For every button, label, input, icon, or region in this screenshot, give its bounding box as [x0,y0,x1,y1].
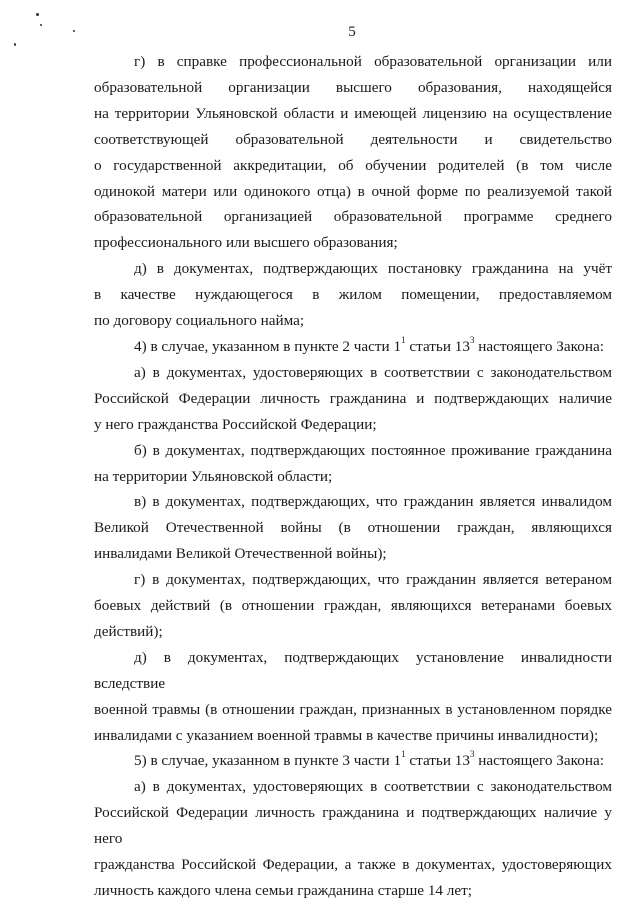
text-line: на территории Ульяновской области; [94,467,333,485]
text-line: по договору социального найма; [94,312,305,330]
paragraph-g-spravka [94,49,612,256]
text-line: у него гражданства Российской Федерации; [94,415,377,433]
paragraph-item-4-v [94,489,612,567]
text-line: на территории Ульяновской области и имеющей лицензию на осуществление [94,104,612,122]
text-line: образовательной организацией образовательной программе среднего [94,208,612,226]
text-line: в качестве нуждающегося в жилом помещении, предоставляемом [94,286,612,304]
text-line: д) в документах, подтверждающих постановку гражданина на учёт [134,260,612,278]
page-number: 5 [348,24,356,40]
text-line: г) в документах, подтверждающих, что гражданин является ветераном [134,571,612,589]
text-line: профессионального или высшего образования; [94,234,398,252]
text-line: 5) в случае, указанном в пункте 3 части $1^1$ статьи $13^3$ настоящего Закона: [134,749,604,770]
text-line: соответствующей образовательной деятельности и свидетельство [94,130,612,148]
text-line: военной травмы (в отношении граждан, признанных в установленном порядке [94,700,612,718]
paragraph-item-4-b [94,438,612,490]
text-line: инвалидами Великой Отечественной войны); [94,545,387,563]
text-line: инвалидами с указанием военной травмы в качестве причины инвалидности); [94,726,599,744]
document-body [94,49,612,904]
text-line: г) в справке профессиональной образовательной организации или [134,53,612,70]
text-line: Российской Федерации личность гражданина и подтверждающих наличие [94,389,612,407]
text-line: а) в документах, удостоверяющих в соответствии с законодательством [134,778,612,796]
text-line: боевых действий (в отношении граждан, являющихся ветеранами боевых [94,597,612,615]
text-line: действий); [94,622,163,640]
text-line: в) в документах, подтверждающих, что гражданин является инвалидом [134,493,612,511]
text-line: о государственной аккредитации, об обучении родителей (в том числе [94,156,612,174]
text-line: Российской Федерации личность гражданина и подтверждающих наличие у него [94,804,612,848]
paragraph-item-4-g [94,567,612,645]
text-line: 4) в случае, указанном в пункте 2 части $1^1$ статьи $13^3$ настоящего Закона: [134,334,604,355]
text-line: личность каждого члена семьи гражданина старше 14 лет; [94,882,472,899]
text-line: Великой Отечественной войны (в отношении граждан, являющихся [94,519,612,537]
paragraph-item-4-a [94,360,612,438]
text-line: гражданства Российской Федерации, а также в документах, удостоверяющих [94,856,612,874]
text-line: одинокой матери или одинокого отца) в очной форме по реализуемой такой [94,182,612,200]
paragraph-d-uchet [94,256,612,334]
text-line: б) в документах, подтверждающих постоянное проживание гражданина [134,441,612,459]
text-line: д) в документах, подтверждающих установление инвалидности вследствие [94,648,612,692]
paragraph-item-5-intro [94,748,612,774]
text-line: образовательной организации высшего образования, находящейся [94,78,612,96]
paragraph-item-5-a [94,774,612,904]
paragraph-item-4-d [94,645,612,749]
paragraph-item-4-intro [94,334,612,360]
text-line: а) в документах, удостоверяющих в соответствии с законодательством [134,363,612,381]
